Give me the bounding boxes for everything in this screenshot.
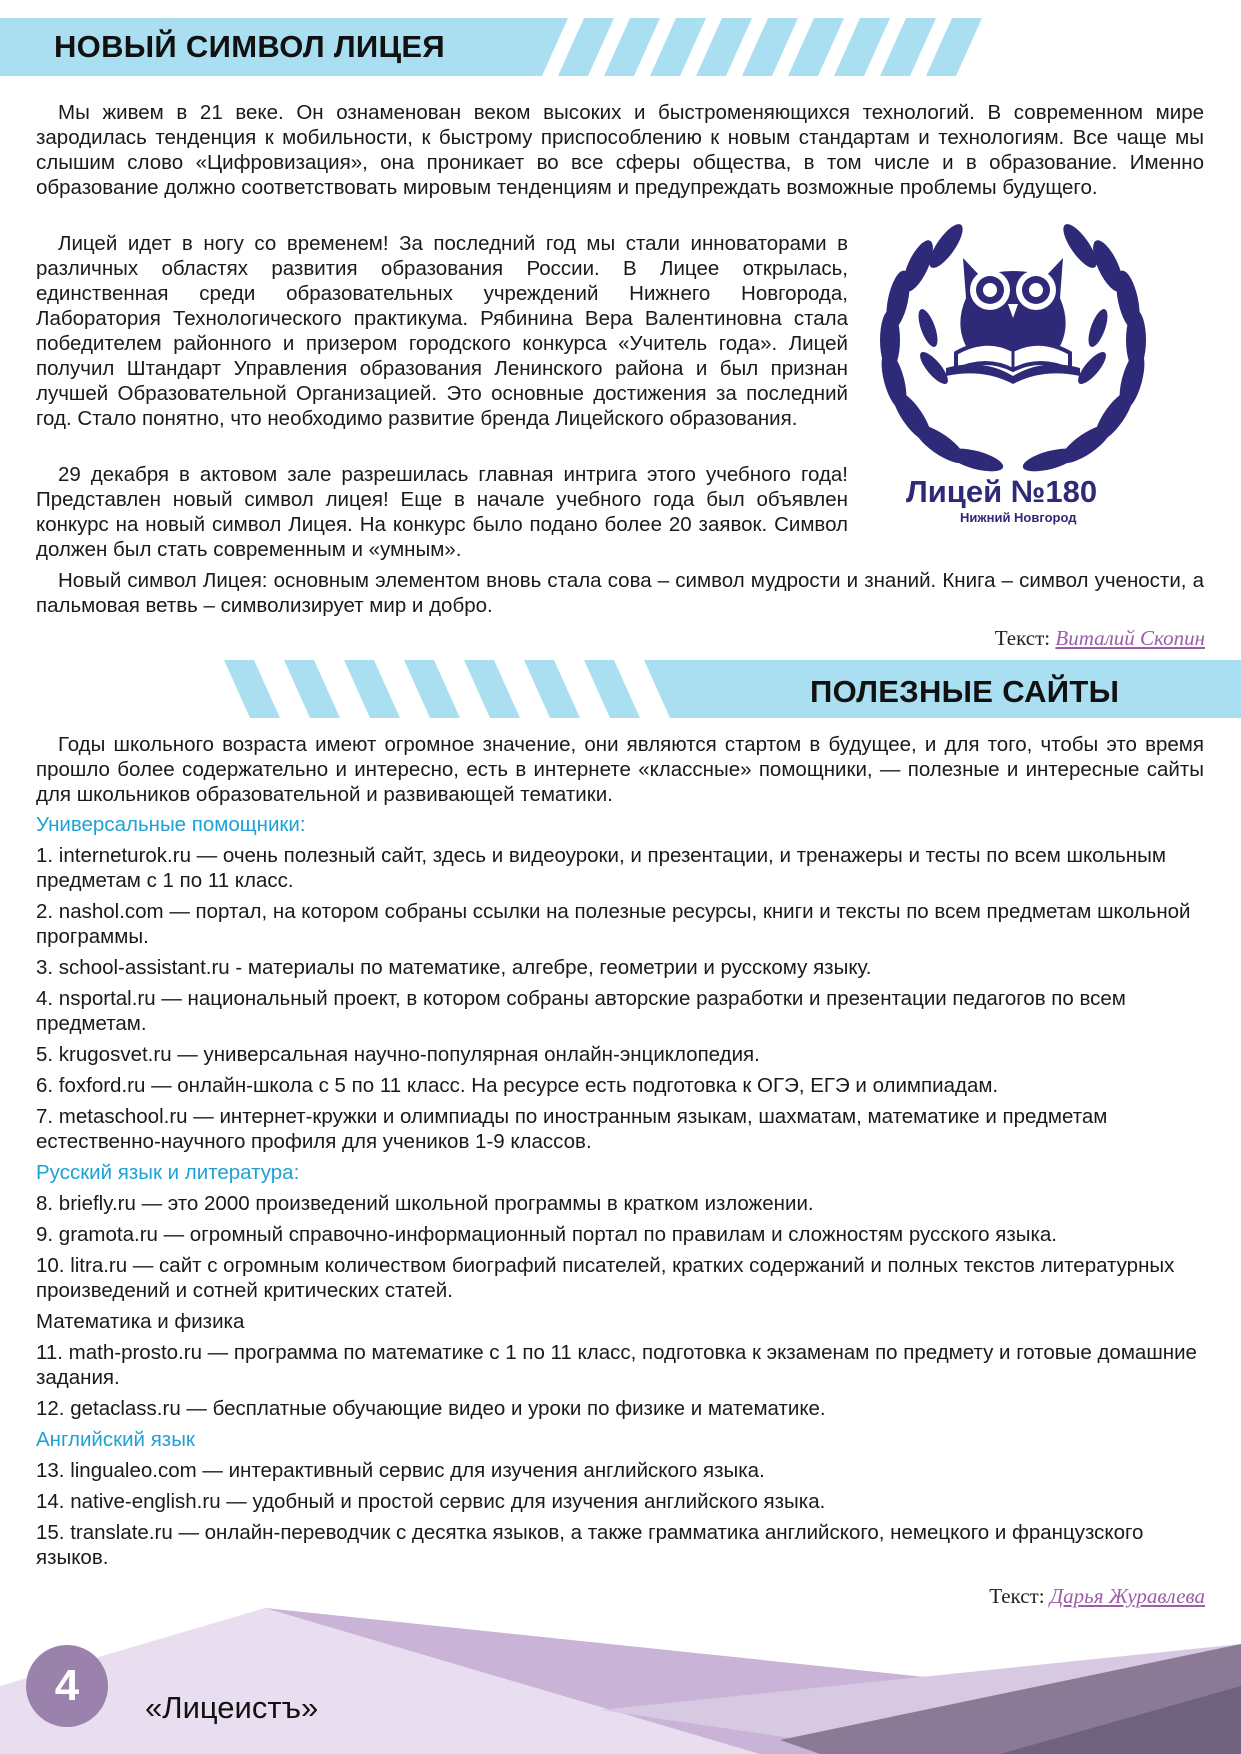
owl-wreath-emblem	[868, 218, 1158, 478]
sites-list	[36, 812, 1204, 1576]
footer-decoration	[0, 1590, 1241, 1754]
category-universal: Универсальные помощники:	[36, 813, 306, 836]
section-title-useful-sites: ПОЛЕЗНЫЕ САЙТЫ	[810, 674, 1120, 709]
article-paragraph-4: Новый символ Лицея: основным элементом вновь стала сова – символ мудрости и знаний. Книга – символ учености, а пальмовая ветвь – символизирует мир и добро.	[36, 569, 1204, 617]
list-item: 2. nashol.com — портал, на котором собраны ссылки на полезные ресурсы, книги и тексты по всем предметам школьной программы.	[36, 900, 1191, 948]
article-paragraph-1: Мы живем в 21 веке. Он ознаменован веком высоких и быстроменяющихся технологий. В современном мире зародилась тенденция к мобильности, к быстрому приспособлению к новым стандартам и технологиям. Все чаще мы слышим слово «Цифровизация», она проникает во все сферы общества, в том числе и в образование. Именно образование должно соответствовать мировым тенденциям и предупреждать возможные проблемы будущего.	[36, 101, 1204, 199]
category-math-physics: Математика и физика	[36, 1310, 245, 1333]
list-item: 1. interneturok.ru — очень полезный сайт, здесь и видеоуроки, и презентации, и тренажеры и тесты по всем школьным предметам с 1 по 11 класс.	[36, 844, 1166, 892]
section-banner-1	[0, 18, 1010, 76]
list-item: 14. native-english.ru — удобный и простой сервис для изучения английского языка.	[36, 1490, 826, 1513]
section-title-new-symbol: НОВЫЙ СИМВОЛ ЛИЦЕЯ	[54, 29, 445, 64]
article-paragraph-2: Лицей идет в ногу со временем! За последний год мы стали инноваторами в различных областях развития образования России. В Лицее открылась, единственная среди образовательных учреждений Нижнего Новгорода, Лаборатория Технологического практикума. Рябинина Вера Валентиновна стала победителем районного и призером городского конкурса «Учитель года». Лицей получил Штандарт Управления образования Ленинского района и был признан лучшей Образовательной Организацией. Это основные достижения за последний год. Стало понятно, что необходимо развитие бренда Лицейского образования.	[36, 232, 848, 430]
magazine-title: «Лицеистъ»	[145, 1690, 319, 1725]
credit-label: Текст:	[994, 626, 1051, 650]
list-item: 10. litra.ru — сайт с огромным количеством биографий писателей, кратких содержаний и полных текстов литературных произведений и сотней критических статей.	[36, 1254, 1175, 1302]
list-item: 9. gramota.ru — огромный справочно-информационный портал по правилам и сложностям русского языка.	[36, 1223, 1057, 1246]
list-item: 15. translate.ru — онлайн-переводчик с десятка языков, а также грамматика английского, немецкого и французского языков.	[36, 1521, 1144, 1569]
article-credit-1	[995, 626, 1205, 651]
list-item: 6. foxford.ru — онлайн-школа с 5 по 11 класс. На ресурсе есть подготовка к ОГЭ, ЕГЭ и олимпиадам.	[36, 1074, 999, 1097]
list-item: 5. krugosvet.ru — универсальная научно-популярная онлайн-энциклопедия.	[36, 1043, 760, 1066]
category-russian-literature: Русский язык и литература:	[36, 1161, 300, 1184]
lyceum-logo	[868, 218, 1158, 528]
logo-name: Лицей №180	[906, 474, 1098, 509]
section-banner-2	[224, 660, 1241, 718]
list-item: 12. getaclass.ru — бесплатные обучающие видео и уроки по физике и математике.	[36, 1397, 826, 1420]
list-item: 4. nsportal.ru — национальный проект, в котором собраны авторские разработки и презентации педагогов по всем предметам.	[36, 987, 1126, 1035]
list-item: 8. briefly.ru — это 2000 произведений школьной программы в кратком изложении.	[36, 1192, 814, 1215]
page-number-badge: 4	[26, 1645, 108, 1727]
credit-label: Текст:	[989, 1584, 1045, 1608]
list-item: 13. lingualeo.com — интерактивный сервис для изучения английского языка.	[36, 1459, 765, 1482]
list-item: 11. math-prosto.ru — программа по математике с 1 по 11 класс, подготовка к экзаменам по предмету и готовые домашние задания.	[36, 1341, 1197, 1389]
credit-author-link[interactable]: Дарья Журавлева	[1049, 1584, 1205, 1608]
category-english: Английский язык	[36, 1428, 195, 1451]
credit-author-link[interactable]: Виталий Скопин	[1055, 626, 1205, 650]
list-item: 3. school-assistant.ru - материалы по математике, алгебре, геометрии и русскому языку.	[36, 956, 872, 979]
list-item: 7. metaschool.ru — интернет-кружки и олимпиады по иностранным языкам, шахматам, математике и предметам естественно-научного профиля для учеников 1-9 классов.	[36, 1105, 1108, 1153]
sites-intro-paragraph: Годы школьного возраста имеют огромное значение, они являются стартом в будущее, и для того, чтобы это время прошло более содержательно и интересно, есть в интернете «классные» помощники, — полезные и интересные сайты для школьников образовательной и развивающей тематики.	[36, 733, 1204, 806]
logo-city: Нижний Новгород	[960, 510, 1077, 525]
article-paragraph-3: 29 декабря в актовом зале разрешилась главная интрига этого учебного года! Представлен новый символ лицея! Еще в начале учебного года был объявлен конкурс на новый символ Лицея. На конкурс было подано более 20 заявок. Символ должен был стать современным и «умным».	[36, 463, 848, 561]
